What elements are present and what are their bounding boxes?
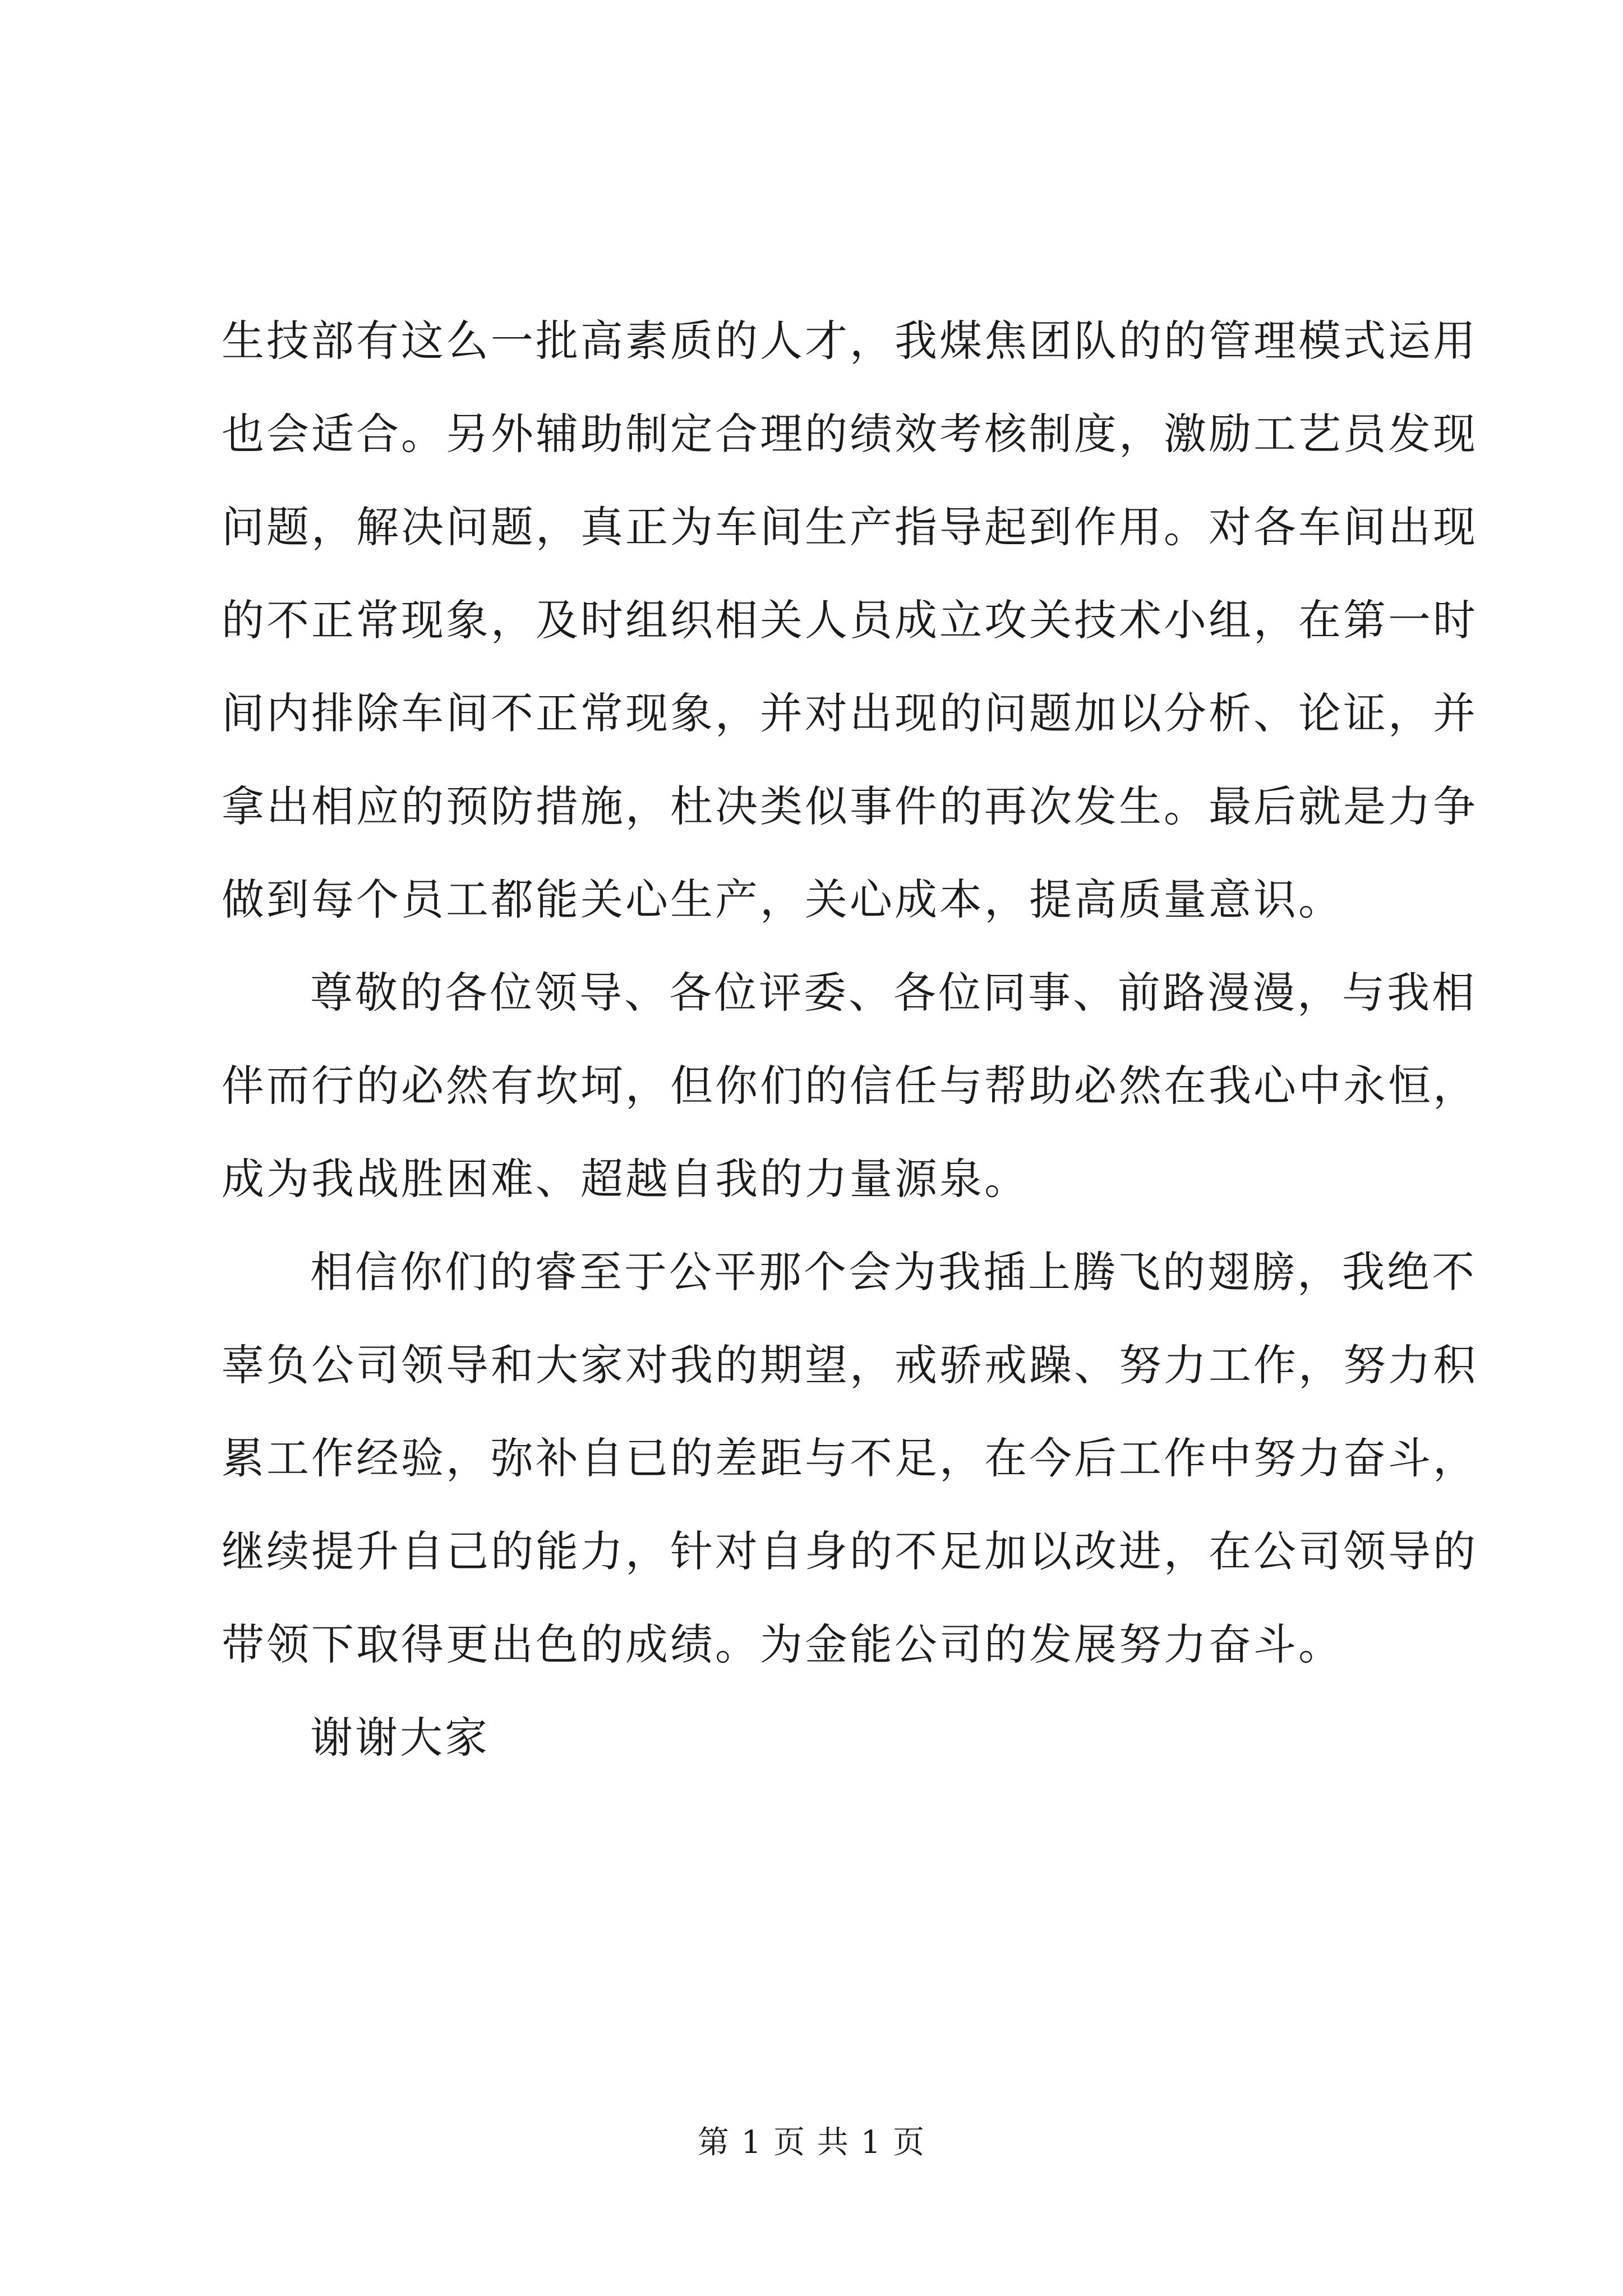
paragraph-first-line: 尊敬的各位领导、各位评委、各位同事、前路漫漫，与我相 [310,968,1477,1018]
text-line: 累工作经验，弥补自已的差距与不足，在今后工作中努力奋斗， [222,1433,1478,1483]
closing-line: 谢谢大家 [310,1713,490,1763]
text-line: 也会适合。另外辅助制定合理的绩效考核制度，激励工艺员发现 [222,409,1478,459]
paragraph-first-line: 相信你们的睿至于公平那个会为我插上腾飞的翅膀，我绝不 [310,1247,1477,1297]
page-number-footer: 第 1 页 共 1 页 [697,2124,926,2161]
text-line: 的不正常现象，及时组织相关人员成立攻关技术小组，在第一时 [222,595,1478,645]
text-line: 间内排除车间不正常现象，并对出现的问题加以分析、论证，并 [222,688,1478,738]
text-line: 辜负公司领导和大家对我的期望，戒骄戒躁、努力工作，努力积 [222,1340,1478,1390]
text-line: 伴而行的必然有坎坷，但你们的信任与帮助必然在我心中永恒， [222,1061,1478,1111]
text-line: 做到每个员工都能关心生产，关心成本，提高质量意识。 [222,875,1343,924]
document-body [222,295,1478,1784]
text-line: 生技部有这么一批高素质的人才，我煤焦团队的的管理模式运用 [222,316,1478,366]
text-line: 带领下取得更出色的成绩。为金能公司的发展努力奋斗。 [222,1619,1343,1669]
text-line: 问题，解决问题，真正为车间生产指导起到作用。对各车间出现 [222,502,1478,552]
text-line: 成为我战胜困难、超越自我的力量源泉。 [222,1154,1029,1204]
text-line: 拿出相应的预防措施，杜决类似事件的再次发生。最后就是力争 [222,781,1478,831]
text-line: 继续提升自己的能力，针对自身的不足加以改进，在公司领导的 [222,1526,1478,1576]
